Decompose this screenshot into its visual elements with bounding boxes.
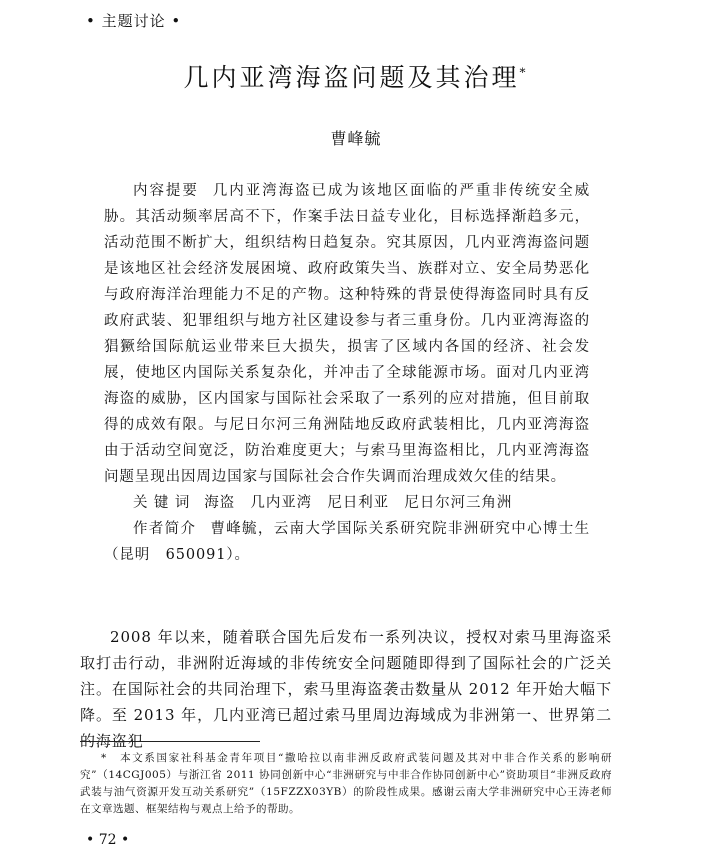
section-label: • 主题讨论 • bbox=[86, 12, 182, 30]
abstract-text: 几内亚湾海盗已成为该地区面临的严重非传统安全威胁。其活动频率居高不下，作案手法日益专业化，目标选择渐趋多元，活动范围不断扩大，组织结构日趋复杂。究其原因，几内亚湾海盗问题是该地区社会经济发展困境、政府政策失当、族群对立、安全局势恶化与政府海洋治理能力不足的产物。这种特殊的背景使得海盗同时具有反政府武装、犯罪组织与地方社区建设参与者三重身份。几内亚湾海盗的猖獗给国际航运业带来巨大损失，损害了区域内各国的经济、社会发展，使地区内国际关系复杂化，并冲击了全球能源市场。面对几内亚湾海盗的威胁，区内国家与国际社会采取了一系列的应对措施，但目前取得的成效有限。与尼日尔河三角洲陆地反政府武装相比，几内亚湾海盗由于活动空间宽泛，防治难度更大；与索马里海盗相比，几内亚湾海盗问题呈现出因周边国家与国际社会合作失调而治理成效欠佳的结果。 bbox=[104, 183, 590, 485]
title-footnote-mark: * bbox=[519, 65, 529, 80]
author-bio-label: 作者简介 bbox=[133, 521, 197, 537]
footnote-text: 本文系国家社科基金青年项目“撒哈拉以南非洲反政府武装问题及其对中非合作关系的影响研究”（14CGJ005）与浙江省 2011 协同创新中心“非洲研究与中非合作协同创新中心”资助项目“非洲反政府武装与油气资源开发互动关系研究”（15FZZX03YB）的阶段性成果。感谢云南大学非洲研究中心王涛老师在文章选题、框架结构与观点上给予的帮助。 bbox=[80, 752, 613, 815]
abstract-label: 内容提要 bbox=[133, 183, 199, 199]
footnote-paragraph bbox=[80, 750, 612, 818]
title-text: 几内亚湾海盗问题及其治理 bbox=[183, 63, 520, 92]
footnote-divider bbox=[80, 741, 260, 742]
abstract-block bbox=[104, 178, 590, 568]
page-number: • 72 • bbox=[86, 832, 130, 848]
article-title bbox=[0, 58, 712, 94]
author-bio-line bbox=[104, 516, 590, 568]
keywords-line bbox=[104, 490, 590, 516]
author-bio-text: 曹峰毓，云南大学国际关系研究院非洲研究中心博士生（昆明 650091）。 bbox=[104, 521, 590, 563]
footnote bbox=[80, 750, 612, 818]
footnote-mark: * bbox=[101, 752, 107, 764]
keywords-label: 关 键 词 bbox=[133, 495, 191, 511]
abstract-paragraph bbox=[104, 178, 590, 490]
author-name: 曹峰毓 bbox=[330, 129, 382, 148]
body-paragraph: 2008 年以来，随着联合国先后发布一系列决议，授权对索马里海盗采取打击行动，非洲附近海域的非传统安全问题随即得到了国际社会的广泛关注。在国际社会的共同治理下，索马里海盗袭击数量从 2012 年开始大幅下降。至 2013 年，几内亚湾已超过索马里周边海域成为非洲第一、世界第二的海盗犯 bbox=[80, 628, 612, 750]
keywords-text: 海盗 几内亚湾 尼日利亚 尼日尔河三角洲 bbox=[204, 495, 513, 511]
body-text bbox=[80, 624, 612, 754]
